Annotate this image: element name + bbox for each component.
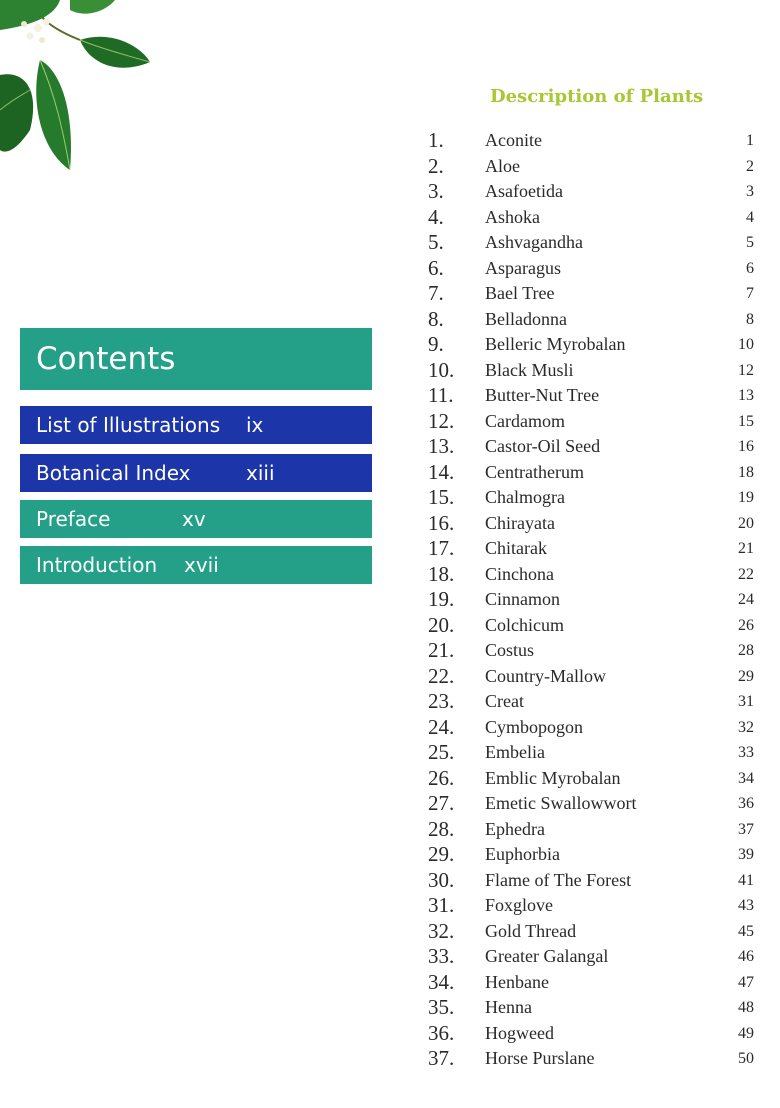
entry-name: Belladonna (485, 308, 567, 329)
toc-item-page: xvii (184, 553, 219, 577)
entry-number: 10. (428, 357, 455, 382)
list-item[interactable] (428, 358, 754, 384)
entry-name: Castor-Oil Seed (485, 436, 601, 456)
entry-name: Country-Mallow (485, 665, 606, 686)
entry-number: 21. (428, 638, 455, 662)
entry-page: 1 (746, 132, 754, 149)
entry-page: 12 (738, 361, 754, 379)
list-item[interactable] (428, 944, 754, 970)
list-item[interactable] (428, 154, 754, 180)
entry-name: Cardamom (485, 410, 565, 431)
toc-item-introduction[interactable] (20, 546, 372, 584)
entry-page: 46 (738, 948, 754, 965)
toc-item-page: xiii (246, 461, 275, 485)
entry-name: Emetic Swallowwort (485, 793, 637, 813)
entry-name: Embelia (485, 742, 545, 762)
list-item[interactable] (428, 460, 754, 486)
entry-page: 45 (738, 922, 754, 940)
entry-page: 32 (738, 718, 754, 736)
entry-number: 13. (428, 434, 455, 458)
entry-page: 18 (738, 463, 754, 481)
list-item[interactable] (428, 256, 754, 282)
list-item[interactable] (428, 664, 754, 690)
entry-number: 2. (428, 153, 444, 178)
entry-page: 10 (738, 336, 754, 353)
entry-number: 12. (428, 408, 455, 433)
entry-name: Chirayata (485, 512, 555, 533)
list-item[interactable] (428, 230, 754, 256)
entry-number: 1. (428, 128, 444, 152)
entry-page: 20 (738, 514, 754, 532)
toc-item-label: List of Illustrations (36, 413, 221, 437)
entry-page: 50 (738, 1050, 754, 1067)
entry-page: 7 (746, 285, 754, 302)
leaf-illustration (0, 0, 160, 175)
entry-name: Aconite (485, 130, 542, 150)
entry-number: 28. (428, 816, 455, 841)
entry-number: 34. (428, 969, 455, 994)
entry-page: 2 (746, 157, 754, 175)
list-item[interactable] (428, 562, 754, 588)
entry-name: Butter-Nut Tree (485, 385, 600, 405)
toc-item-label: Botanical Index (36, 461, 191, 485)
entry-page: 21 (738, 540, 754, 557)
entry-page: 5 (746, 234, 754, 251)
entry-name: Emblic Myrobalan (485, 767, 621, 788)
list-item[interactable] (428, 434, 754, 460)
entry-number: 7. (428, 281, 444, 305)
entry-name: Aloe (485, 155, 520, 176)
toc-item-label: Preface (36, 507, 111, 531)
entry-number: 11. (428, 383, 454, 407)
entry-number: 17. (428, 536, 455, 560)
entry-page: 43 (738, 897, 754, 914)
entry-page: 37 (738, 820, 754, 838)
entry-number: 16. (428, 510, 455, 535)
entry-page: 34 (738, 769, 754, 787)
list-item[interactable] (428, 740, 754, 766)
entry-number: 18. (428, 561, 455, 586)
entry-name: Asparagus (485, 257, 561, 278)
entry-name: Horse Purslane (485, 1048, 595, 1068)
entry-number: 24. (428, 714, 455, 739)
entry-number: 20. (428, 612, 455, 637)
list-item[interactable] (428, 970, 754, 996)
list-item[interactable] (428, 205, 754, 231)
list-item[interactable] (428, 995, 754, 1021)
entry-number: 30. (428, 867, 455, 892)
entry-number: 4. (428, 204, 444, 229)
entry-name: Chitarak (485, 538, 547, 558)
entry-name: Belleric Myrobalan (485, 334, 626, 354)
list-item[interactable] (428, 689, 754, 715)
entry-name: Greater Galangal (485, 946, 609, 966)
entry-name: Bael Tree (485, 283, 555, 303)
entry-name: Chalmogra (485, 487, 565, 507)
list-item[interactable] (428, 281, 754, 307)
list-item[interactable] (428, 485, 754, 511)
entry-name: Cinchona (485, 563, 554, 584)
entry-page: 33 (738, 744, 754, 761)
entry-name: Ashoka (485, 206, 540, 227)
entry-number: 23. (428, 689, 455, 713)
list-item[interactable] (428, 383, 754, 409)
entry-name: Hogweed (485, 1022, 554, 1043)
entry-name: Ashvagandha (485, 232, 583, 252)
list-item[interactable] (428, 842, 754, 868)
list-item[interactable] (428, 766, 754, 792)
list-item[interactable] (428, 817, 754, 843)
entry-number: 19. (428, 587, 455, 611)
toc-item-list-of-illustrations[interactable] (20, 406, 372, 444)
entry-page: 39 (738, 846, 754, 863)
toc-item-page: xv (182, 507, 206, 531)
entry-name: Ephedra (485, 818, 545, 839)
contents-title: Contents (20, 328, 372, 390)
entry-number: 29. (428, 842, 455, 866)
entry-name: Centratherum (485, 461, 584, 482)
entry-name: Foxglove (485, 895, 554, 915)
entry-name: Colchicum (485, 614, 564, 635)
list-item[interactable] (428, 587, 754, 613)
entry-page: 28 (738, 642, 754, 659)
entry-number: 8. (428, 306, 444, 331)
toc-item-page: ix (246, 413, 264, 437)
entry-number: 31. (428, 893, 455, 917)
list-item[interactable] (428, 128, 754, 154)
entry-number: 35. (428, 995, 455, 1019)
list-item[interactable] (428, 715, 754, 741)
entry-number: 37. (428, 1046, 455, 1070)
entry-number: 36. (428, 1020, 455, 1045)
entry-page: 36 (738, 795, 754, 812)
toc-item-botanical-index[interactable] (20, 454, 372, 492)
entry-name: Cymbopogon (485, 716, 584, 737)
entry-page: 15 (738, 412, 754, 430)
entry-page: 31 (738, 693, 754, 710)
entry-name: Henna (485, 997, 532, 1017)
entry-name: Euphorbia (485, 844, 560, 864)
entry-number: 26. (428, 765, 455, 790)
entry-page: 13 (738, 387, 754, 404)
list-item[interactable] (428, 1046, 754, 1072)
entry-name: Creat (485, 691, 524, 711)
entry-page: 6 (746, 259, 754, 277)
entry-name: Black Musli (485, 359, 574, 380)
list-item[interactable] (428, 307, 754, 333)
entry-number: 15. (428, 485, 455, 509)
list-item[interactable] (428, 919, 754, 945)
list-item[interactable] (428, 613, 754, 639)
toc-item-preface[interactable] (20, 500, 372, 538)
section-title: Description of Plants (490, 86, 704, 107)
entry-number: 27. (428, 791, 455, 815)
entry-page: 49 (738, 1024, 754, 1042)
entry-page: 41 (738, 871, 754, 889)
entry-page: 16 (738, 438, 754, 455)
entry-number: 25. (428, 740, 455, 764)
list-item[interactable] (428, 511, 754, 537)
list-item[interactable] (428, 332, 754, 358)
entry-name: Henbane (485, 971, 549, 992)
entry-page: 48 (738, 999, 754, 1016)
entry-name: Flame of The Forest (485, 869, 632, 890)
entry-page: 26 (738, 616, 754, 634)
entry-number: 5. (428, 230, 444, 254)
entry-name: Asafoetida (485, 181, 563, 201)
entry-number: 3. (428, 179, 444, 203)
plant-list (428, 128, 754, 1072)
list-item[interactable] (428, 1021, 754, 1047)
entry-number: 22. (428, 663, 455, 688)
entry-number: 32. (428, 918, 455, 943)
entry-number: 33. (428, 944, 455, 968)
list-item[interactable] (428, 409, 754, 435)
list-item[interactable] (428, 893, 754, 919)
toc-item-label: Introduction (36, 553, 158, 577)
entry-number: 9. (428, 332, 444, 356)
entry-name: Costus (485, 640, 535, 660)
entry-page: 47 (738, 973, 754, 991)
entry-number: 14. (428, 459, 455, 484)
entry-page: 29 (738, 667, 754, 685)
entry-page: 24 (738, 591, 754, 608)
entry-number: 6. (428, 255, 444, 280)
entry-name: Gold Thread (485, 920, 577, 941)
entry-page: 22 (738, 565, 754, 583)
list-item[interactable] (428, 536, 754, 562)
list-item[interactable] (428, 179, 754, 205)
entry-name: Cinnamon (485, 589, 560, 609)
list-item[interactable] (428, 791, 754, 817)
entry-page: 19 (738, 489, 754, 506)
entry-page: 4 (746, 208, 754, 226)
entry-page: 8 (746, 310, 754, 328)
list-item[interactable] (428, 638, 754, 664)
entry-page: 3 (746, 183, 754, 200)
list-item[interactable] (428, 868, 754, 894)
